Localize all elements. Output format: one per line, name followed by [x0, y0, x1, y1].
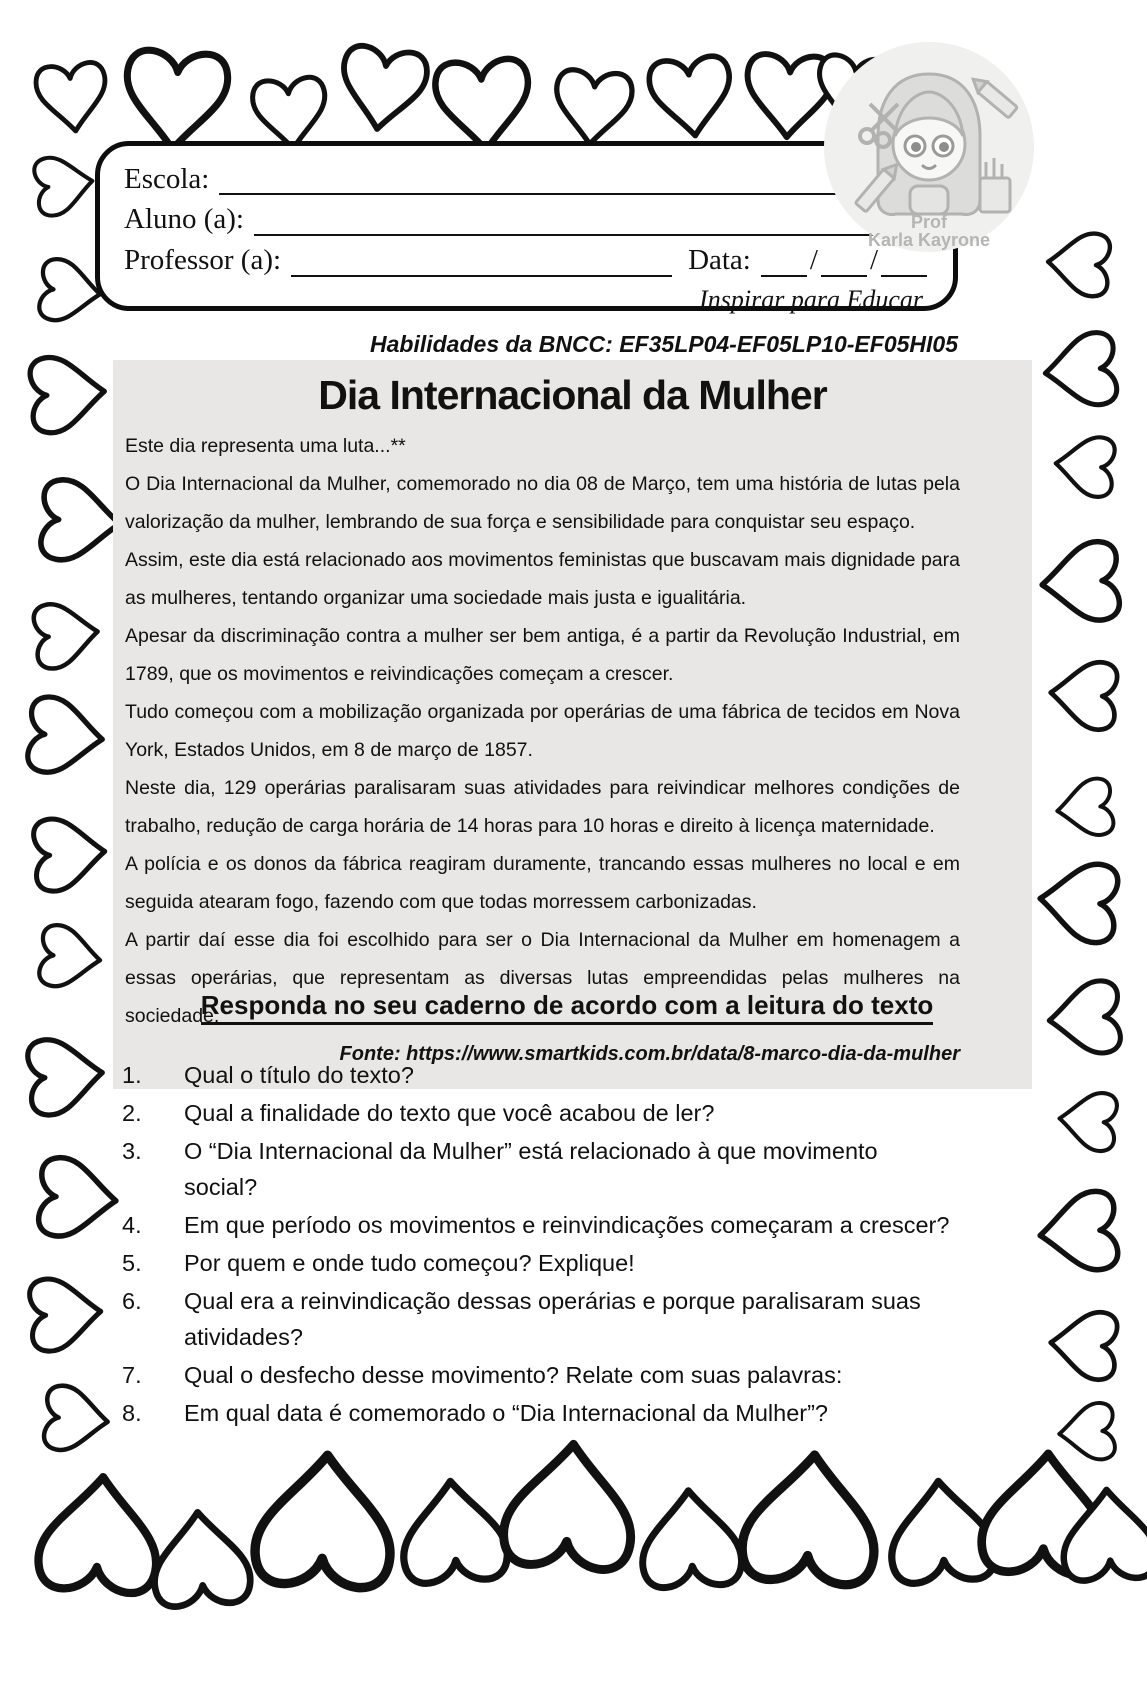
heart-icon: [20, 590, 110, 680]
heart-icon: [1029, 529, 1136, 636]
date-label: Data:: [688, 243, 751, 276]
heart-icon: [1026, 1178, 1134, 1286]
question-text: Em qual data é comemorado o “Dia Internacional da Mulher”?: [184, 1400, 828, 1426]
question-row: [122, 1357, 1012, 1393]
heart-icon: [24, 48, 121, 145]
question-text: Qual era a reinvindicação dessas operárias e porque paralisaram suas atividades?: [184, 1288, 921, 1350]
date-separator: /: [809, 243, 818, 276]
heart-icon: [1037, 969, 1135, 1067]
heart-icon: [1039, 1299, 1131, 1391]
avatar-eye: [939, 142, 949, 152]
heart-icon: [23, 1145, 130, 1252]
article-paragraph: A polícia e os donos da fábrica reagiram duramente, trancando essas mulheres no local e em seguida atearam fogo, fazendo com que todas morressem carbonizadas.: [125, 853, 960, 913]
question-number: 3.: [122, 1138, 142, 1164]
heart-icon: [15, 1265, 113, 1363]
teacher-logo-badge: [822, 40, 1036, 254]
question-number: 7.: [122, 1362, 142, 1388]
question-text: Qual o desfecho desse movimento? Relate com suas palavras:: [184, 1362, 843, 1388]
heart-icon: [1032, 320, 1132, 420]
heart-icon: [1046, 768, 1125, 847]
activity-section: [122, 990, 1012, 1433]
motto-text: Inspirar para Educar: [699, 284, 923, 314]
question-row: [122, 1057, 1012, 1093]
article-paragraph: Assim, este dia está relacionado aos movimentos feministas que buscavam mais dignidade para as mulheres, tentando organizar uma sociedade mais justa e igualitária.: [125, 549, 960, 609]
teacher-blank-line: [291, 244, 672, 276]
question-row: [122, 1095, 1012, 1131]
question-number: 5.: [122, 1250, 142, 1276]
question-number: 1.: [122, 1062, 142, 1088]
article-paragraph: A partir daí esse dia foi escolhido para ser o Dia Internacional da Mulher em homenagem a essas operárias, que representam as diversas lutas empreendidas pelas mulheres na sociedade.: [125, 929, 960, 1027]
avatar-body: [910, 186, 948, 214]
question-number: 2.: [122, 1100, 142, 1126]
heart-icon: [12, 684, 116, 788]
heart-icon: [26, 914, 112, 1000]
question-row: [122, 1245, 1012, 1281]
heart-icon: [21, 143, 105, 227]
heart-icon: [720, 1432, 899, 1611]
question-row: [122, 1283, 1012, 1355]
article-paragraph: O Dia Internacional da Mulher, comemorado no dia 08 de Março, tem uma história de lutas pela valorização da mulher, lembrando de sua força e sensibilidade para conquistar seu espaço.: [125, 473, 960, 533]
avatar-eye: [911, 142, 921, 152]
question-text: Por quem e onde tudo começou? Explique!: [184, 1250, 635, 1276]
student-row: [124, 203, 927, 235]
heart-icon: [1049, 1081, 1129, 1161]
question-number: 4.: [122, 1212, 142, 1238]
question-row: [122, 1395, 1012, 1431]
school-label: Escola:: [124, 162, 210, 195]
question-row: [122, 1207, 1012, 1243]
logo-text-name: Karla Kayrone: [867, 230, 991, 250]
heart-icon: [1037, 221, 1122, 306]
reading-text-block: [113, 360, 1032, 1089]
question-text: Qual o título do texto?: [184, 1062, 414, 1088]
article-source: Fonte: https://www.smartkids.com.br/data/8-marco-dia-da-mulher: [339, 1043, 960, 1065]
article-paragraph: Neste dia, 129 operárias paralisaram suas atividades para reivindicar melhores condições de trabalho, redução de carga horária de 14 horas para 10 horas e direito à licença maternidade.: [125, 777, 960, 837]
question-number: 8.: [122, 1400, 142, 1426]
question-text: Em que período os movimentos e reinvindicações começaram a crescer?: [184, 1212, 950, 1238]
article-paragraph: Este dia representa uma luta...**: [125, 435, 406, 457]
heart-icon: [31, 1375, 120, 1464]
school-row: [124, 163, 927, 195]
teacher-date-row: [124, 244, 927, 277]
heart-icon: [12, 1024, 116, 1128]
heart-icon: [635, 39, 747, 151]
article-paragraph: Tudo começou com a mobilização organizada por operárias de uma fábrica de tecidos em Nova York, Estados Unidos, em 8 de março de 1857.: [125, 701, 960, 761]
heart-icon: [1045, 425, 1127, 507]
question-number: 6.: [122, 1288, 142, 1314]
heart-icon: [1039, 649, 1131, 741]
heart-icon: [15, 343, 117, 445]
logo-text-prof: Prof: [911, 212, 947, 232]
question-row: [122, 1133, 1012, 1205]
question-text: Qual a finalidade do texto que você acabou de ler?: [184, 1100, 715, 1126]
heart-icon: [1047, 1475, 1147, 1599]
teacher-label: Professor (a):: [124, 243, 282, 276]
article-title: Dia Internacional da Mulher: [318, 372, 827, 418]
date-separator: /: [869, 243, 878, 276]
teacher-avatar-illustration: [822, 40, 1036, 254]
activity-heading: Responda no seu caderno de acordo com a leitura do texto: [122, 990, 1012, 1021]
question-text: O “Dia Internacional da Mulher” está relacionado à que movimento social?: [184, 1138, 878, 1200]
article-paragraph: Apesar da discriminação contra a mulher ser bem antiga, é a partir da Revolução Industrial, em 1789, que os movimentos e reivindicações começam a crescer.: [125, 625, 960, 685]
date-day-blank: [761, 244, 807, 276]
student-label: Aluno (a):: [124, 202, 244, 235]
heart-icon: [19, 805, 117, 903]
heart-icon: [1026, 848, 1134, 956]
school-blank-line: [219, 163, 927, 195]
bncc-skills-line: Habilidades da BNCC: EF35LP04-EF05LP10-EF05HI05: [370, 331, 958, 357]
